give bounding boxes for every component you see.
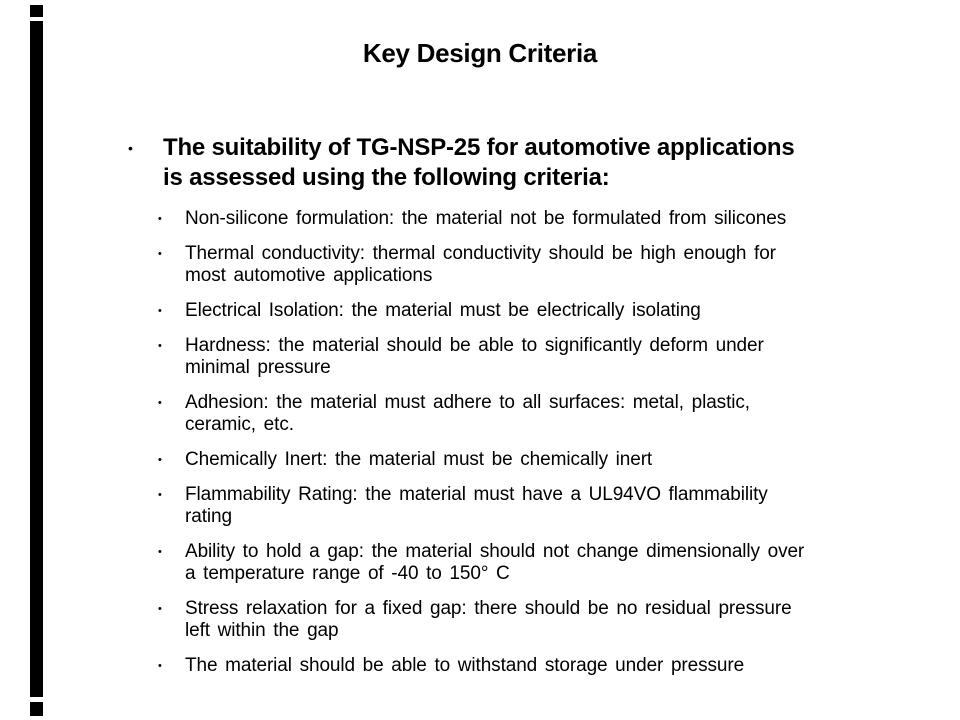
criteria-item-text <box>185 335 764 379</box>
criteria-line: minimal pressure <box>185 357 331 378</box>
criteria-item-text <box>185 208 786 230</box>
criteria-item <box>128 484 933 528</box>
bullet-icon: • <box>158 305 162 317</box>
left-edge-mark-top <box>30 5 43 17</box>
main-bullet-line: is assessed using the following criteria: <box>163 164 610 191</box>
bullet-icon: • <box>158 397 162 409</box>
bullet-icon: • <box>158 213 162 225</box>
criteria-item <box>128 449 933 471</box>
criteria-line: Electrical Isolation: the material must be electrically isolating <box>185 300 701 321</box>
criteria-line: Hardness: the material should be able to significantly deform under <box>185 335 764 356</box>
criteria-line: Non-silicone formulation: the material not be formulated from silicones <box>185 208 787 229</box>
criteria-line: Thermal conductivity: thermal conductivity should be high enough for <box>185 243 776 264</box>
criteria-line: Chemically Inert: the material must be chemically inert <box>185 449 653 470</box>
bullet-icon: • <box>158 340 162 352</box>
criteria-line: Flammability Rating: the material must have a UL94VO flammability <box>185 484 768 505</box>
criteria-item <box>128 655 933 677</box>
criteria-item-text <box>185 449 652 471</box>
bullet-icon: • <box>158 454 162 466</box>
main-bullet-text <box>163 133 795 193</box>
left-edge-mark-bottom <box>30 702 43 716</box>
criteria-item-text <box>185 300 701 322</box>
criteria-line: Adhesion: the material must adhere to all surfaces: metal, plastic, <box>185 392 750 413</box>
slide-title: Key Design Criteria <box>362 38 598 68</box>
criteria-item-text <box>185 655 744 677</box>
criteria-line: left within the gap <box>185 620 339 641</box>
bullet-icon: • <box>158 248 162 260</box>
bullet-icon: • <box>158 603 162 615</box>
criteria-line: Ability to hold a gap: the material should not change dimensionally over <box>185 541 805 562</box>
criteria-line: Stress relaxation for a fixed gap: there should be no residual pressure <box>185 598 792 619</box>
main-bullet-line: The suitability of TG-NSP-25 for automotive applications <box>163 134 795 161</box>
criteria-item <box>128 335 933 379</box>
criteria-line: a temperature range of -40 to 150° C <box>185 563 510 584</box>
criteria-item-text <box>185 598 792 642</box>
main-bullet <box>128 133 933 193</box>
criteria-item <box>128 541 933 585</box>
criteria-line: rating <box>185 506 232 527</box>
bullet-icon: • <box>158 660 162 672</box>
criteria-line: The material should be able to withstand storage under pressure <box>185 655 745 676</box>
criteria-line: most automotive applications <box>185 265 433 286</box>
criteria-item <box>128 208 933 230</box>
criteria-item <box>128 392 933 436</box>
left-edge-bar <box>30 21 43 697</box>
bullet-icon: • <box>158 489 162 501</box>
criteria-line: ceramic, etc. <box>185 414 294 435</box>
criteria-item <box>128 300 933 322</box>
criteria-item-text <box>185 541 804 585</box>
slide-body <box>128 133 933 690</box>
criteria-item-text <box>185 392 750 436</box>
criteria-item <box>128 243 933 287</box>
criteria-list <box>128 208 933 677</box>
criteria-item-text <box>185 243 776 287</box>
criteria-item-text <box>185 484 768 528</box>
bullet-icon: • <box>128 140 133 156</box>
bullet-icon: • <box>158 546 162 558</box>
criteria-item <box>128 598 933 642</box>
